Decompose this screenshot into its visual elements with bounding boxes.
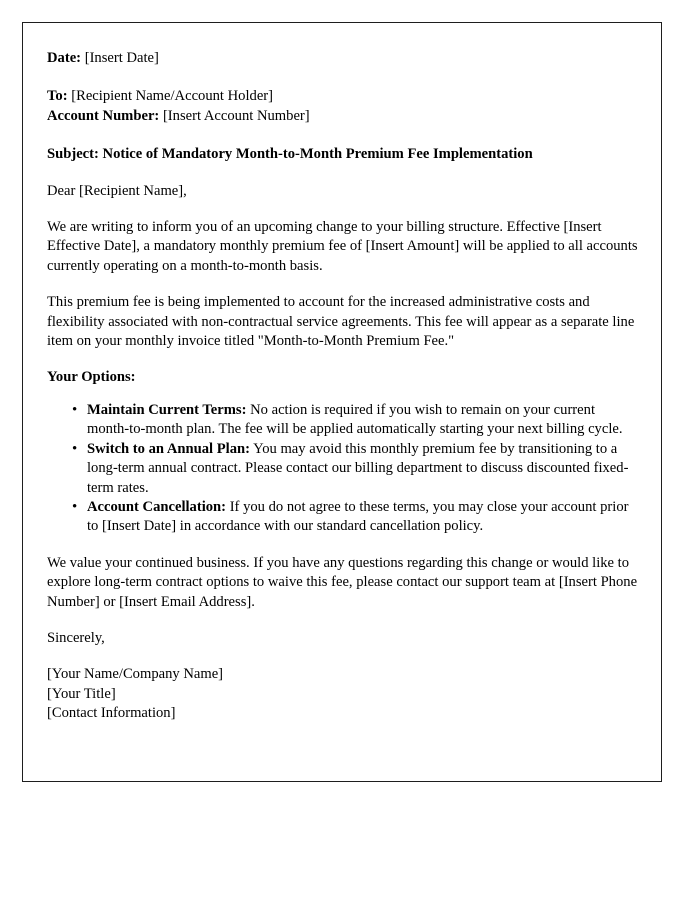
option-title: Account Cancellation: — [87, 498, 227, 515]
date-line — [47, 49, 639, 68]
date-value: [Insert Date] — [84, 50, 159, 66]
spacer — [47, 68, 639, 87]
option-body: No action is required if you wish to remain on your current month-to-month plan. The fee will be applied automatically starting your next billing cycle. — [87, 401, 623, 438]
your-options-heading: Your Options: — [47, 369, 136, 386]
letter-frame — [22, 22, 662, 782]
to-label: To: — [47, 88, 68, 105]
option-title: Switch to an Annual Plan: — [87, 440, 251, 457]
paragraph-intro: We are writing to inform you of an upcoming change to your billing structure. Effective [Insert Effective Date], a mandatory monthly premium fee of [Insert Amount] will be applied to all accounts currently operating on a month-to-month basis. — [47, 219, 638, 274]
options-list — [47, 401, 639, 537]
spacer — [47, 537, 639, 554]
option-body: If you do not agree to these terms, you may close your account prior to [Insert Date] in accordance with our standard cancellation policy. — [87, 498, 629, 535]
spacer — [47, 388, 639, 401]
signature-contact: [Contact Information] — [47, 705, 176, 722]
paragraph-closing: We value your continued business. If you have any questions regarding this change or would like to explore long-term contract options to waive this fee, please contact our support team at [Insert Phone Number] or [Insert Email Address]. — [47, 554, 638, 610]
signature-title: [Your Title] — [47, 685, 116, 702]
paragraph-rationale: This premium fee is being implemented to account for the increased administrative costs and flexibility associated with non-contractual service agreements. This fee will appear as a separate line item on your monthly invoice titled "Month-to-Month Premium Fee." — [47, 294, 635, 350]
list-item — [47, 440, 639, 498]
sign-off: Sincerely, — [47, 629, 105, 646]
to-line — [47, 87, 639, 106]
spacer — [47, 648, 639, 665]
list-item — [47, 498, 639, 537]
date-label: Date: — [47, 50, 82, 66]
bullet-icon: • — [72, 498, 78, 515]
bullet-icon: • — [72, 401, 78, 418]
salutation: Dear [Recipient Name], — [47, 182, 187, 199]
bullet-icon: • — [72, 440, 78, 457]
to-value: [Recipient Name/Account Holder] — [71, 88, 274, 105]
spacer — [47, 165, 639, 182]
letter-body — [23, 23, 661, 744]
spacer — [47, 126, 639, 145]
option-body: You may avoid this monthly premium fee by transitioning to a long-term annual contract. Please contact our billing department to discuss discounted fixed-term rates. — [87, 440, 629, 496]
option-title: Maintain Current Terms: — [87, 401, 247, 418]
spacer — [47, 612, 639, 629]
list-item — [47, 401, 639, 440]
spacer — [47, 351, 639, 368]
account-number-line — [47, 107, 639, 126]
account-number-value: [Insert Account Number] — [162, 107, 310, 124]
recipient-block — [47, 87, 639, 126]
spacer — [47, 201, 639, 218]
subject-line: Subject: Notice of Mandatory Month-to-Month Premium Fee Implementation — [47, 146, 533, 163]
account-number-label: Account Number: — [47, 107, 160, 124]
spacer — [47, 276, 639, 293]
signature-name: [Your Name/Company Name] — [47, 666, 224, 683]
